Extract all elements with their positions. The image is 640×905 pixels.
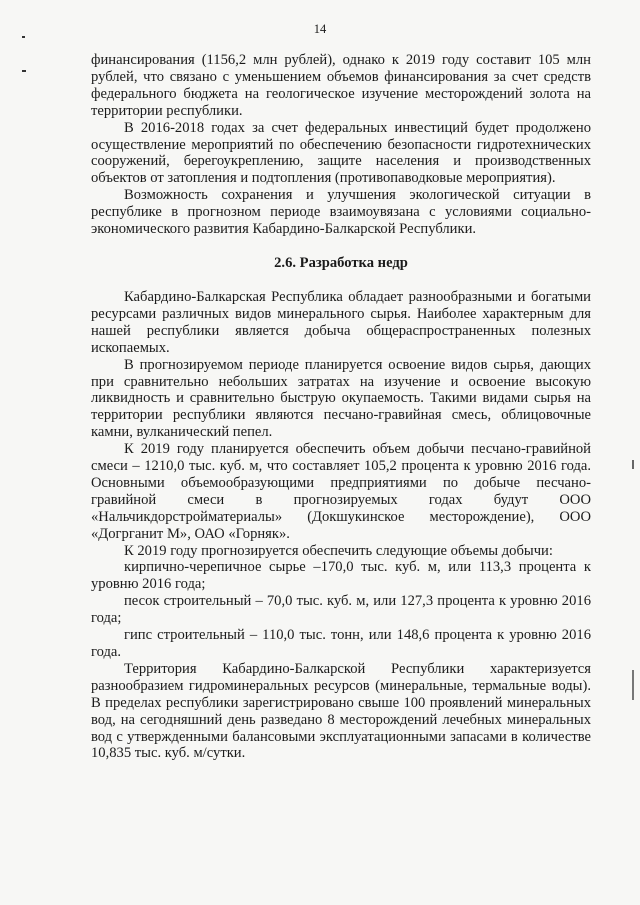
page-number: 14 — [313, 22, 327, 36]
paragraph: К 2019 году прогнозируется обеспечить следующие объемы добычи: — [124, 542, 553, 559]
paragraph: К 2019 году планируется обеспечить объем добычи песчано-гравийной смеси – 1210,0 тыс. куб. м, что составляет 105,2 процента к уровню 2016 года. Основными объемообразующими предприятиями по добыче песчано-гравийной смеси в прогнозируемых годах будут ООО «Нальчикдорстройматериалы» (Докшукинское месторождение), ООО «Догрганит М», ОАО «Горняк». — [91, 441, 591, 542]
document-body — [91, 52, 591, 762]
list-item: кирпично-черепичное сырье –170,0 тыс. куб. м, или 113,3 процента к уровню 2016 года; — [91, 559, 591, 593]
list-item: песок строительный – 70,0 тыс. куб. м, или 127,3 процента к уровню 2016 года; — [91, 593, 591, 627]
paragraph: Возможность сохранения и улучшения экологической ситуации в республике в прогнозном периоде взаимоувязана с условиями социально-экономического развития Кабардино-Балкарской Республики. — [91, 187, 591, 238]
paragraph: Кабардино-Балкарская Республика обладает разнообразными и богатыми ресурсами различных видов минерального сырья. Наиболее характерным для нашей республики является добыча общераспространенных полезных ископаемых. — [91, 288, 591, 356]
scan-mark — [22, 70, 26, 72]
scan-mark — [632, 670, 634, 700]
paragraph: В 2016-2018 годах за счет федеральных инвестиций будет продолжено осуществление мероприятий по обеспечению безопасности гидротехнических сооружений, берегоукреплению, защите населения и производственных объектов от затопления и подтопления (противопаводковые мероприятия). — [91, 119, 591, 187]
paragraph: В прогнозируемом периоде планируется освоение видов сырья, дающих при сравнительно небольших затратах на изучение и освоение высокую ликвидность и сравнительно быструю окупаемость. Такими видами сырья на территории республики являются песчано-гравийная смесь, облицовочные камни, вулканический пепел. — [91, 356, 591, 441]
section-heading: 2.6. Разработка недр — [274, 254, 408, 271]
paragraph: Территория Кабардино-Балкарской Республики характеризуется разнообразием гидроминеральных ресурсов (минеральные, термальные воды). В пределах республики зарегистрировано свыше 100 проявлений минеральных вод, на сегодняшний день разведано 8 месторождений лечебных минеральных вод с утвержденными балансовыми эксплуатационными запасами в количестве 10,835 тыс. куб. м/сутки. — [91, 660, 591, 762]
scan-mark — [22, 36, 25, 38]
list-item: гипс строительный – 110,0 тыс. тонн, или 148,6 процента к уровню 2016 года. — [91, 627, 591, 660]
scan-mark — [632, 460, 634, 469]
paragraph: финансирования (1156,2 млн рублей), однако к 2019 году составит 105 млн рублей, что связано с уменьшением объемов финансирования за счет средств федерального бюджета на геологическое изучение месторождений золота на территории республики. — [91, 52, 591, 119]
